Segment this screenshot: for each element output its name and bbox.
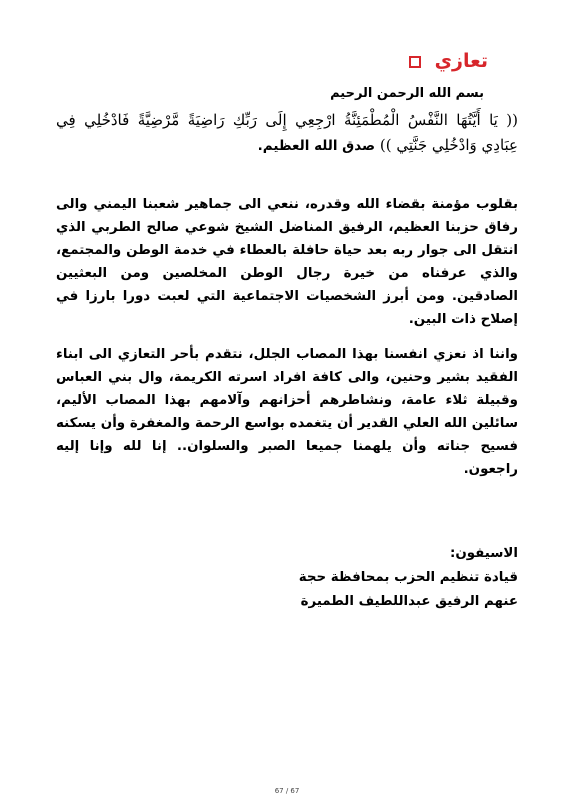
signature-block xyxy=(218,542,518,614)
bismillah: بسم الله الرحمن الرحيم xyxy=(330,86,484,101)
sadaq-allah: صدق الله العظيم. xyxy=(257,138,376,154)
condolence-paragraph-1: بقلوب مؤمنة بقضاء الله وقدره، ننعي الى جماهير شعبنا اليمني والى رفاق حزبنا العظيم، الرفيق المناضل الشيخ شوعي صالح الطربي الذي انتقل الى جوار ربه بعد حياة حافلة بالعطاء في خدمة الوطن والمجتمع، والذي عرفناه من خيرة رجال الوطن المخلصين ومن البعثيين الصادقين. ومن أبرز الشخصيات الاجتماعية التي لعبت دورا بارزا في إصلاح ذات البين. xyxy=(56,197,518,327)
page-number: 67 / 67 xyxy=(274,787,300,795)
signature-heading: الاسيفون: xyxy=(449,546,518,561)
quran-verse-block xyxy=(56,108,518,159)
checkbox-square-icon xyxy=(409,56,421,68)
signature-line-1: قيادة تنظيم الحزب بمحافظة حجة xyxy=(298,570,518,585)
signature-line-2: عنهم الرفيق عبداللطيف الطميرة xyxy=(300,594,518,609)
title-row xyxy=(409,52,488,71)
quran-verse: (( يَا أَيَّتُهَا النَّفْسُ الْمُطْمَئِنَّةُ ارْجِعِي إِلَى رَبِّكِ رَاضِيَةً مَّرْضِيَّةً فَادْخُلِي فِي عِبَادِي وَادْخُلِي جَنَّتِي )) xyxy=(56,111,518,154)
condolence-paragraph-2: واننا اذ نعزي انفسنا بهذا المصاب الجلل، نتقدم بأحر التعازي الى ابناء الفقيد بشير وحنين، والى كافة افراد اسرته الكريمة، وال بني العباس وقبيلة ثلاء عامة، ونشاطرهم أحزانهم وآلامهم بهذا المصاب الأليم، سائلين الله العلي القدير أن يتغمده بواسع الرحمة والمغفرة وأن يسكنه فسيح جناته وأن يلهمنا جميعا الصبر والسلوان.. إنا لله وإنا إليه راجعون. xyxy=(56,347,518,477)
page-title: تعازي xyxy=(434,50,488,72)
